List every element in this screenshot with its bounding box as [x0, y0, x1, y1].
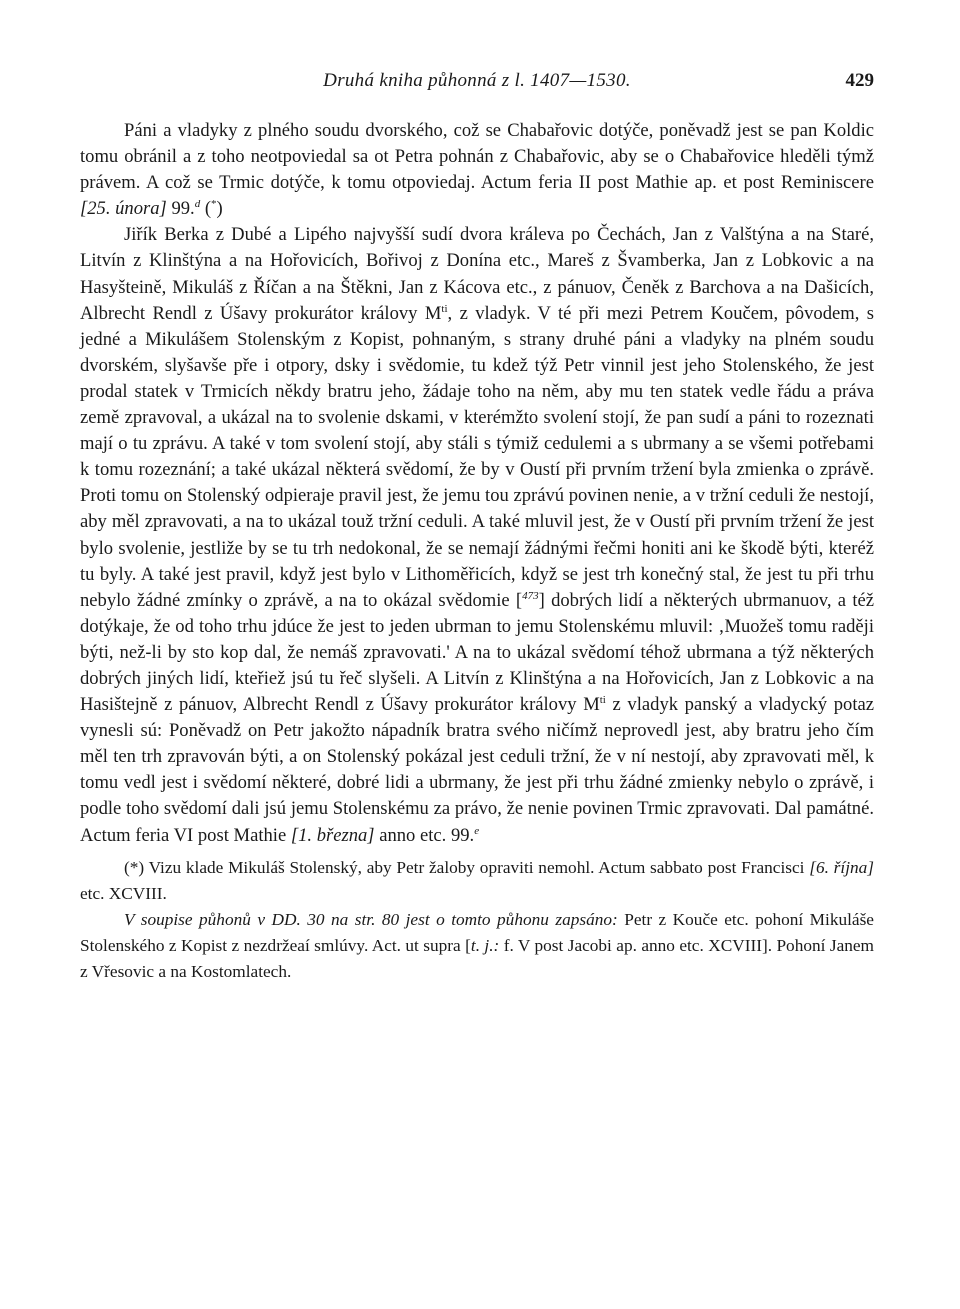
footnote-text: [ — [465, 936, 471, 956]
superscript: ti — [599, 693, 606, 706]
date-note: [6. října] — [809, 857, 875, 877]
paragraph-text: z vladyk panský a vladycký potaz vynesli sú: Poněvadž on Petr jakožto nápadník bratra svého ničímž neprovedl jest, aby bratru jeho čím měl ten trh zpravován býti, a on Stolenský pokázal jest ceduli tržní, že v ní nestojí, aby zpravovati měl, k tomu vedl jest i svědomí některé, dobré lidi a ubrmany, že jest při trhu žádné zmienky nebylo o zprávě, i podle toho svědomí dali jsú jemu Stolenskému za právo, že nenie povinen Trmic zpravovati. Dal památné. Actum feria VI post Mathie — [80, 694, 874, 846]
paragraph-court-case — [80, 222, 874, 848]
running-title: Druhá kniha půhonná z l. 1407—1530. — [323, 70, 631, 91]
date-note: [25. února] — [80, 198, 167, 220]
footnote-marker: d — [194, 198, 201, 211]
page-number: 429 — [845, 70, 874, 91]
footnote-text: (*) Vizu klade Mikuláš Stolenský, aby Petr žaloby opraviti nemohl. Actum sabbato post Francisci — [124, 857, 810, 877]
footnote-intro: V soupise půhonů v DD. 30 na str. 80 jest o tomto půhonu zapsáno: — [124, 910, 618, 930]
paragraph-text: anno etc. 99. — [374, 824, 475, 846]
footnote-text: etc. XCVIII. — [80, 883, 167, 903]
footnote-marker: e — [474, 824, 480, 837]
page-header — [80, 70, 874, 100]
superscript: ti — [441, 302, 448, 315]
paragraph-text: ( — [200, 198, 212, 220]
paragraph-text: 99. — [166, 198, 195, 220]
footnote-ddb-register — [80, 907, 874, 986]
paragraph-verdict-chabarovice — [80, 118, 874, 222]
main-text — [80, 118, 874, 986]
date-note: [1. března] — [290, 824, 375, 846]
page-marker: 473 — [522, 589, 539, 602]
footnote-text: f. V post Jacobi ap. anno etc. XCVIII]. Pohoní Janem z Vřesovic a na Kostomlatech. — [80, 936, 874, 982]
paragraph-text: Páni a vladyky z plného soudu dvorského, což se Chabařovic dotýče, poněvadž jest se pan Koldic tomu obránil a z toho neotpoviedal sa ot Petra pohnán z Chabařovic, aby se o Chabařovice hleděli týmž právem. A což se Trmic dotýče, k tomu otpoviedaj. Actum feria II post Mathie ap. et post Reminiscere — [80, 120, 874, 194]
footnote-star — [80, 855, 874, 907]
paragraph-text: ] dobrých lidí a některých ubrmanuov, a též dotýkaje, že od toho trhu jdúce že jest to jeden ubrman to jemu Stolenskému mluvil: ‚Muožeš tomu raději býti, než-li by sto kop dal, že nemáš zpravovati.' A na to ukázal svědomí téhož ubrmana a týž některých dobrých jiných lidí, kteřiež jsú tu řeč slyšeli. A Litvín z Klinštýna a na Hořovicích, Jan z Lobkovic a na Hasištejně z pánuov, Albrecht Rendl z Úšavy prokurátor královy M — [80, 589, 874, 716]
footnote-text: Petr z Kouče etc. pohoní Mikuláše Stolenského z Kopist z nezdržeaí smlúvy. Act. ut supra — [80, 910, 874, 956]
paragraph-text: Jiřík Berka z Dubé a Lipého najvyšší sudí dvora králeva po Čechách, Jan z Valštýna a na Staré, Litvín z Klinštýna a na Hořovicích, Bořivoj z Donína etc., Mareš z Švamberka, Jan z Lobkovic a na Hasyšteině, Mikuláš z Říčan a na Štěkni, Jan z Kácova etc., z pánuov, Čeněk z Barchova a na Dašicích, Albrecht Rendl z Úšavy prokurátor královy M — [80, 224, 874, 324]
footnote-marker: * — [211, 198, 217, 211]
paragraph-text: , z vladyk. V té při mezi Petrem Koučem, pôvodem, s jedné a Mikulášem Stolenským z Kopist, pohnaným, s strany druhé páni a vladyky na plném soudu dvorském, slyšavše pře i otpory, dsky i svědomie, tu kdež týž Petr vinnil jest jeho Stolenského, že jest prodal statek v Trmicích někdy bratru jeho, žádaje toho na něm, aby mu ten statek vedle řádu a práva země zpravoval, a ukázal na to svolenie dskami, v kterémžto svolení stojí, že pan sudí a páni to rozeznati mají o tu zprávu. A také v tom svolení stojí, aby stáli s týmiž cedulemi a s ubrmany a se všemi potřebami k tomu rozeznání; a také ukázal některá svědomí, že by v Oustí při prvním tržení byla zmienka o zprávě. Proti tomu on Stolenský odpieraje pravil jest, že jemu tou zprávú povinen nenie, a v tržní ceduli že nestojí, aby měl zpravovati, a na to ukázal touž tržní ceduli. A také mluvil jest, že v Oustí při prvním tržení že jest bylo svolenie, jestliže by se tu trh nedokonal, že se nemají žádnými řečmi honiti ani ke škodě býti, kteréž tu byly. A také jest pravil, když jest bylo v Lithoměřicích, když se jest trh konečný stal, že jest tu při trhu nebylo žádné zmínky o zprávě, a na to okázal svědomie [ — [80, 302, 874, 611]
paragraph-text: ) — [216, 198, 223, 220]
footnote-abbrev: t. j.: — [470, 936, 500, 956]
